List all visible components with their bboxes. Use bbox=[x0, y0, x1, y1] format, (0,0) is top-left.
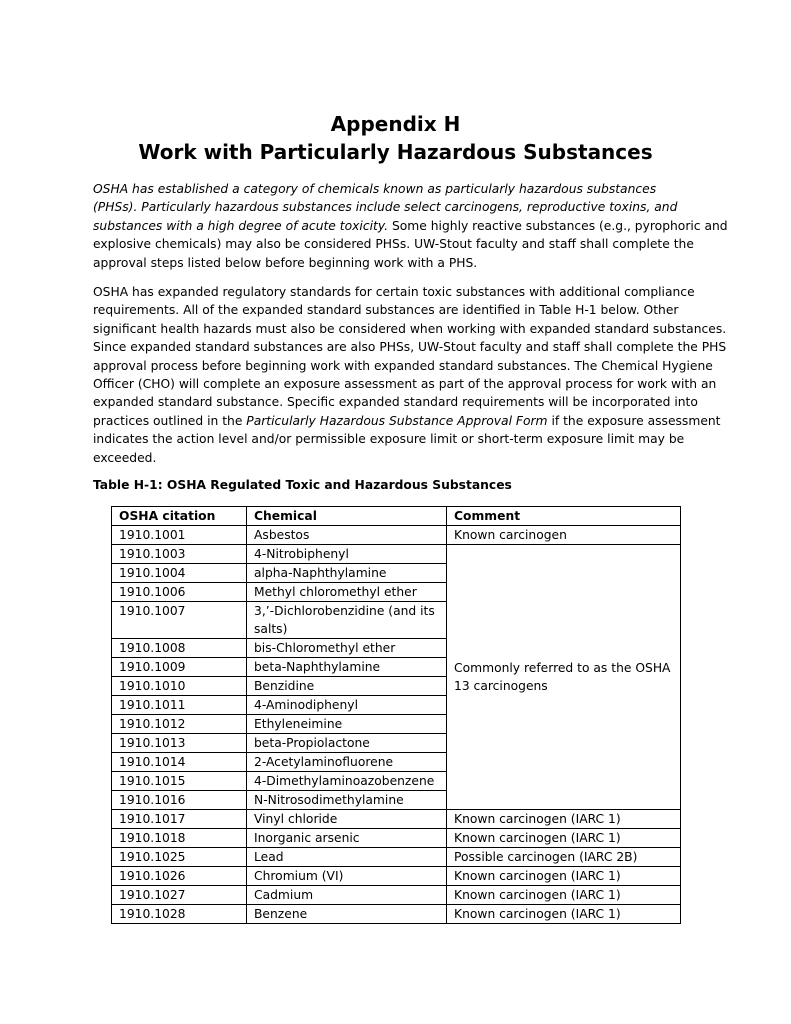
citation-cell: 1910.1026 bbox=[112, 867, 247, 886]
chemical-cell: 2-Acetylaminofluorene bbox=[247, 753, 447, 772]
para2-line-7: expanded standard substance. Specific expanded standard requirements will be incorporated into bbox=[93, 395, 698, 410]
chemical-cell: Methyl chloromethyl ether bbox=[247, 583, 447, 602]
substances-table bbox=[111, 506, 681, 924]
para2-line-9: indicates the action level and/or permissible exposure limit or short-term exposure limit may be bbox=[93, 432, 685, 447]
para1-line-3-italic: substances with a high degree of acute toxicity. bbox=[93, 218, 389, 233]
para1-line-2-italic: (PHSs). Particularly hazardous substances include select carcinogens, reproductive toxins, and bbox=[93, 200, 678, 215]
citation-cell: 1910.1006 bbox=[112, 583, 247, 602]
chemical-cell: Cadmium bbox=[247, 886, 447, 905]
para2-line-8-b: if the exposure assessment bbox=[547, 413, 721, 428]
citation-cell: 1910.1028 bbox=[112, 905, 247, 924]
para1-line-3 bbox=[93, 217, 728, 235]
citation-cell: 1910.1025 bbox=[112, 848, 247, 867]
chemical-cell: alpha-Naphthylamine bbox=[247, 564, 447, 583]
chemical-cell: Benzidine bbox=[247, 677, 447, 696]
citation-cell: 1910.1014 bbox=[112, 753, 247, 772]
comment-cell: Possible carcinogen (IARC 2B) bbox=[447, 848, 681, 867]
chemical-cell: beta-Propiolactone bbox=[247, 734, 447, 753]
chemical-cell: 4-Dimethylaminoazobenzene bbox=[247, 772, 447, 791]
para2-line-8 bbox=[93, 412, 721, 430]
header-osha-citation: OSHA citation bbox=[112, 507, 247, 526]
table-row bbox=[112, 810, 681, 829]
chemical-cell: 4-Nitrobiphenyl bbox=[247, 545, 447, 564]
table-row bbox=[112, 848, 681, 867]
comment-cell: Known carcinogen (IARC 1) bbox=[447, 886, 681, 905]
intro-paragraph bbox=[93, 180, 728, 272]
chemical-cell: Chromium (VI) bbox=[247, 867, 447, 886]
citation-cell: 1910.1001 bbox=[112, 526, 247, 545]
table-caption: Table H-1: OSHA Regulated Toxic and Hazardous Substances bbox=[93, 478, 512, 492]
comment-cell: Known carcinogen (IARC 1) bbox=[447, 867, 681, 886]
citation-cell: 1910.1013 bbox=[112, 734, 247, 753]
chemical-cell: N-Nitrosodimethylamine bbox=[247, 791, 447, 810]
chemical-cell: Ethyleneimine bbox=[247, 715, 447, 734]
citation-cell: 1910.1004 bbox=[112, 564, 247, 583]
chemical-cell: Asbestos bbox=[247, 526, 447, 545]
chemical-cell: Lead bbox=[247, 848, 447, 867]
comment-cell: Known carcinogen bbox=[447, 526, 681, 545]
expanded-standards-paragraph bbox=[93, 283, 727, 467]
chemical-cell: 3,’-Dichlorobenzidine (and its salts) bbox=[247, 602, 447, 639]
header-chemical: Chemical bbox=[247, 507, 447, 526]
table-row bbox=[112, 886, 681, 905]
chemical-cell: Benzene bbox=[247, 905, 447, 924]
osha-13-comment-cell: Commonly referred to as the OSHA 13 carcinogens bbox=[447, 545, 681, 810]
citation-cell: 1910.1015 bbox=[112, 772, 247, 791]
chemical-cell: 4-Aminodiphenyl bbox=[247, 696, 447, 715]
para2-line-3: significant health hazards must also be considered when working with expanded standard substances. bbox=[93, 321, 727, 336]
table-row bbox=[112, 829, 681, 848]
comment-cell: Known carcinogen (IARC 1) bbox=[447, 829, 681, 848]
para2-line-8-a: practices outlined in the bbox=[93, 413, 247, 428]
chemical-cell: Vinyl chloride bbox=[247, 810, 447, 829]
table-row bbox=[112, 867, 681, 886]
header-comment: Comment bbox=[447, 507, 681, 526]
para2-line-2: requirements. All of the expanded standard substances are identified in Table H-1 below. Other bbox=[93, 303, 679, 318]
para2-line-6: Officer (CHO) will complete an exposure assessment as part of the approval process for work with an bbox=[93, 377, 717, 392]
para1-line-1-italic: OSHA has established a category of chemicals known as particularly hazardous substances bbox=[93, 182, 657, 196]
chemical-cell: Inorganic arsenic bbox=[247, 829, 447, 848]
chemical-cell: bis-Chloromethyl ether bbox=[247, 639, 447, 658]
para1-line-1 bbox=[93, 180, 693, 198]
citation-cell: 1910.1008 bbox=[112, 639, 247, 658]
approval-form-reference: Particularly Hazardous Substance Approval Form bbox=[246, 413, 548, 428]
citation-cell: 1910.1012 bbox=[112, 715, 247, 734]
citation-cell: 1910.1011 bbox=[112, 696, 247, 715]
chemical-cell: beta-Naphthylamine bbox=[247, 658, 447, 677]
table-header-row bbox=[112, 507, 681, 526]
table-row bbox=[112, 526, 681, 545]
para1-line-3-normal: Some highly reactive substances (e.g., pyrophoric and bbox=[388, 218, 728, 233]
citation-cell: 1910.1007 bbox=[112, 602, 247, 639]
table-row bbox=[112, 545, 681, 564]
para2-line-1: OSHA has expanded regulatory standards for certain toxic substances with additional compliance bbox=[93, 285, 695, 299]
citation-cell: 1910.1017 bbox=[112, 810, 247, 829]
para2-line-10: exceeded. bbox=[93, 450, 157, 465]
appendix-subtitle: Work with Particularly Hazardous Substances bbox=[138, 140, 653, 164]
para1-line-2 bbox=[93, 198, 693, 216]
citation-cell: 1910.1010 bbox=[112, 677, 247, 696]
para2-line-4: Since expanded standard substances are also PHSs, UW-Stout faculty and staff shall complete the PHS bbox=[93, 340, 727, 355]
comment-cell: Known carcinogen (IARC 1) bbox=[447, 905, 681, 924]
citation-cell: 1910.1003 bbox=[112, 545, 247, 564]
citation-cell: 1910.1027 bbox=[112, 886, 247, 905]
para1-line-5: approval steps listed below before beginning work with a PHS. bbox=[93, 255, 478, 270]
citation-cell: 1910.1009 bbox=[112, 658, 247, 677]
comment-cell: Known carcinogen (IARC 1) bbox=[447, 810, 681, 829]
appendix-title: Appendix H bbox=[330, 112, 461, 136]
citation-cell: 1910.1018 bbox=[112, 829, 247, 848]
para2-line-5: approval process before beginning work with expanded standard substances. The Chemical Hygiene bbox=[93, 358, 713, 373]
para1-line-4: explosive chemicals) may also be considered PHSs. UW-Stout faculty and staff shall complete the bbox=[93, 237, 694, 252]
table-row bbox=[112, 905, 681, 924]
citation-cell: 1910.1016 bbox=[112, 791, 247, 810]
